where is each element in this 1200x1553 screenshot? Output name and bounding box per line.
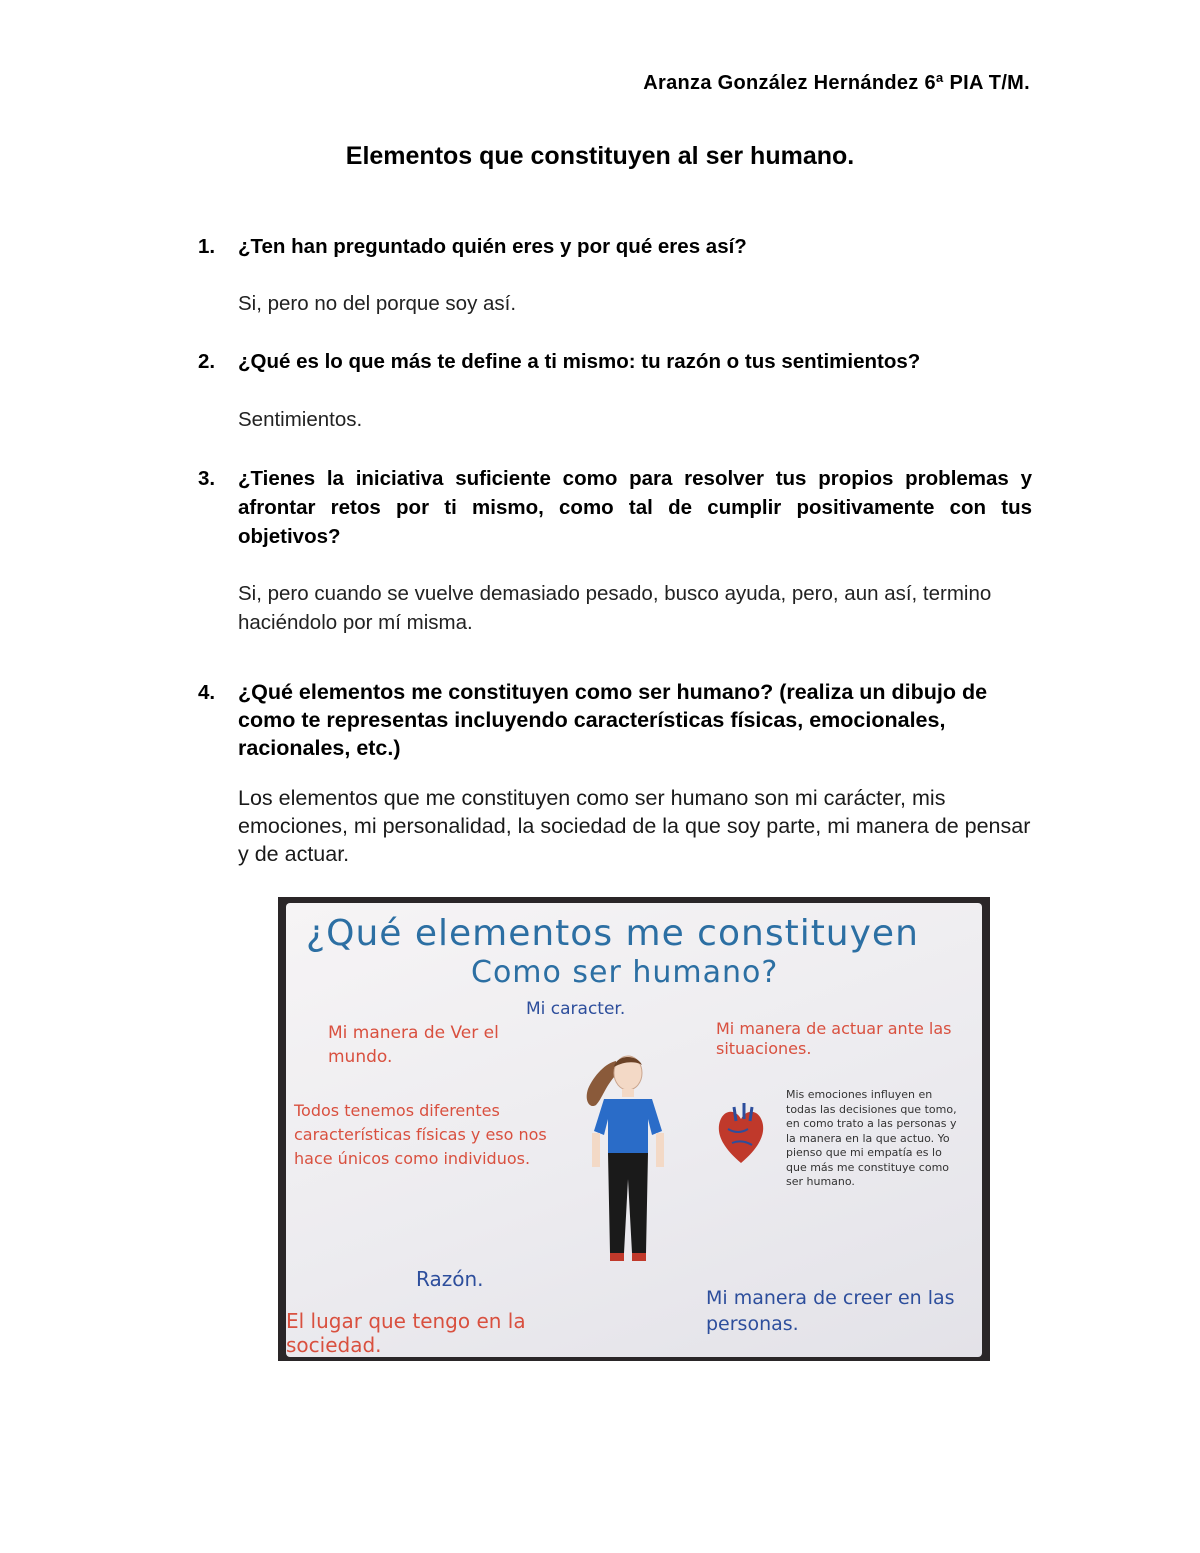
question-number: 2.	[198, 350, 216, 373]
question-number: 3.	[198, 467, 216, 490]
poster-lugar: El lugar que tengo en la sociedad.	[286, 1309, 526, 1357]
question-text: ¿Tienes la iniciativa suficiente como para resolver tus propios problemas y afrontar retos por ti mismo, como tal de cumplir positivamente con tus objetivos?	[238, 467, 1032, 548]
question-number: 4.	[198, 681, 216, 704]
question-text: ¿Qué es lo que más te define a ti mismo: tu razón o tus sentimientos?	[238, 350, 921, 373]
question-text: ¿Ten han preguntado quién eres y por qué eres así?	[238, 235, 747, 258]
poster-mi-caracter: Mi caracter.	[526, 999, 626, 1019]
question-number: 1.	[198, 235, 216, 258]
author-header: Aranza González Hernández 6ª PIA T/M.	[643, 72, 1030, 94]
question-list	[198, 232, 1032, 868]
poster-razon: Razón.	[416, 1267, 484, 1291]
poster-title-line2: Como ser humano?	[471, 955, 779, 990]
heart-drawing-icon	[714, 1099, 768, 1165]
answer-text: Si, pero cuando se vuelve demasiado pesado, busco ayuda, pero, aun así, termino haciéndolo por mí misma.	[238, 582, 992, 634]
answer-text: Los elementos que me constituyen como ser humano son mi carácter, mis emociones, mi personalidad, la sociedad de la que soy parte, mi manera de pensar y de actuar.	[238, 786, 1031, 866]
question-item-4	[198, 678, 1032, 868]
poster-creer: Mi manera de creer en las personas.	[706, 1287, 955, 1335]
question-text: ¿Qué elementos me constituyen como ser humano? (realiza un dibujo de como te representas incluyendo características físicas, emocionales, racionales, etc.)	[238, 680, 988, 760]
poster-emociones: Mis emociones influyen en todas las decisiones que tomo, en como trato a las personas y la manera en la que actuo. Yo pienso que mi empatía es lo que más me constituye como ser humano.	[786, 1088, 957, 1188]
poster-ver-mundo: Mi manera de Ver el mundo.	[328, 1023, 499, 1067]
poster-title-line1: ¿Qué elementos me constituyen	[306, 913, 919, 954]
person-drawing-icon	[576, 1049, 686, 1274]
question-item-2	[198, 347, 1032, 434]
question-item-1	[198, 232, 1032, 318]
poster-todos: Todos tenemos diferentes características físicas y eso nos hace únicos como individuos.	[294, 1101, 547, 1168]
poster-photo	[278, 897, 990, 1361]
question-item-3	[198, 464, 1032, 637]
poster-actuar: Mi manera de actuar ante las situaciones.	[716, 1019, 952, 1058]
poster-paper	[286, 903, 982, 1357]
answer-text: Sentimientos.	[238, 408, 363, 431]
document-title: Elementos que constituyen al ser humano.	[345, 142, 855, 170]
answer-text: Si, pero no del porque soy así.	[238, 292, 517, 315]
